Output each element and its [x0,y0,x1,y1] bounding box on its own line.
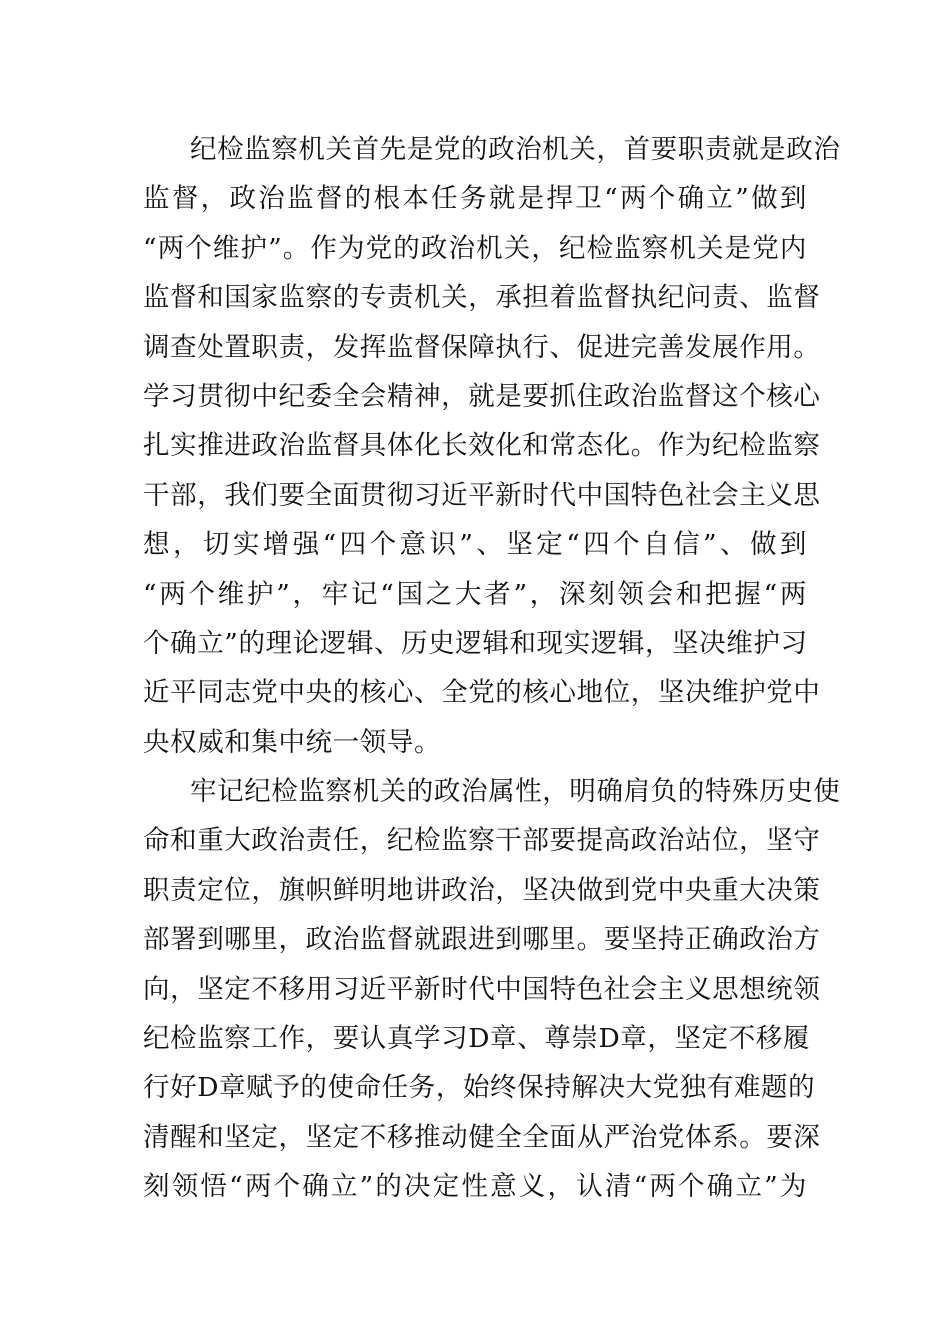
text-line: 监督和国家监察的专责机关，承担着监督执纪问责、监督 [143,282,821,314]
paragraph [143,767,841,1212]
text-line: 纪检监察机关首先是党的政治机关，首要职责就是政治 [190,134,841,165]
text-line: 命和重大政治责任，纪检监察干部要提高政治站位，坚守 [143,825,821,857]
text-line: 个确立”的理论逻辑、历史逻辑和现实逻辑，坚决维护习 [143,627,808,659]
text-line: 干部，我们要全面贯彻习近平新时代中国特色社会主义思 [143,479,821,511]
text-line: 向，坚定不移用习近平新时代中国特色社会主义思想统领 [143,973,821,1005]
text-line: 学习贯彻中纪委全会精神，就是要抓住政治监督这个核心 [143,380,821,412]
text-line: 纪检监察工作，要认真学习D章、尊崇D章，坚定不移履 [143,1023,810,1055]
document-body [143,125,841,1212]
text-line: 近平同志党中央的核心、全党的核心地位，坚决维护党中 [143,677,821,709]
text-line: 行好D章赋予的使命任务，始终保持解决大党独有难题的 [143,1072,816,1104]
text-line: 牢记纪检监察机关的政治属性，明确肩负的特殊历史使 [190,776,841,808]
text-line-last: 央权威和集中统一领导。 [143,726,442,758]
text-line: “两个维护”。作为党的政治机关，纪检监察机关是党内 [143,232,807,264]
text-line: 想，切实增强“四个意识”、坚定“四个自信”、做到 [143,529,807,561]
text-line: 部署到哪里，政治监督就跟进到哪里。要坚持正确政治方 [143,924,821,956]
text-line: 职责定位，旗帜鲜明地讲政治，坚决做到党中央重大决策 [143,874,821,906]
paragraph [143,125,841,767]
text-line: 刻领悟“两个确立”的决定性意义，认清“两个确立”为 [143,1171,807,1203]
text-line: 调查处置职责，发挥监督保障执行、促进完善发展作用。 [143,331,821,363]
text-line: 扎实推进政治监督具体化长效化和常态化。作为纪检监察 [143,430,821,462]
text-line: 监督，政治监督的根本任务就是捍卫“两个确立”做到 [143,183,807,215]
text-line: “两个维护”，牢记“国之大者”，深刻领会和把握“两 [143,578,807,610]
text-line: 清醒和坚定，坚定不移推动健全全面从严治党体系。要深 [143,1121,821,1153]
